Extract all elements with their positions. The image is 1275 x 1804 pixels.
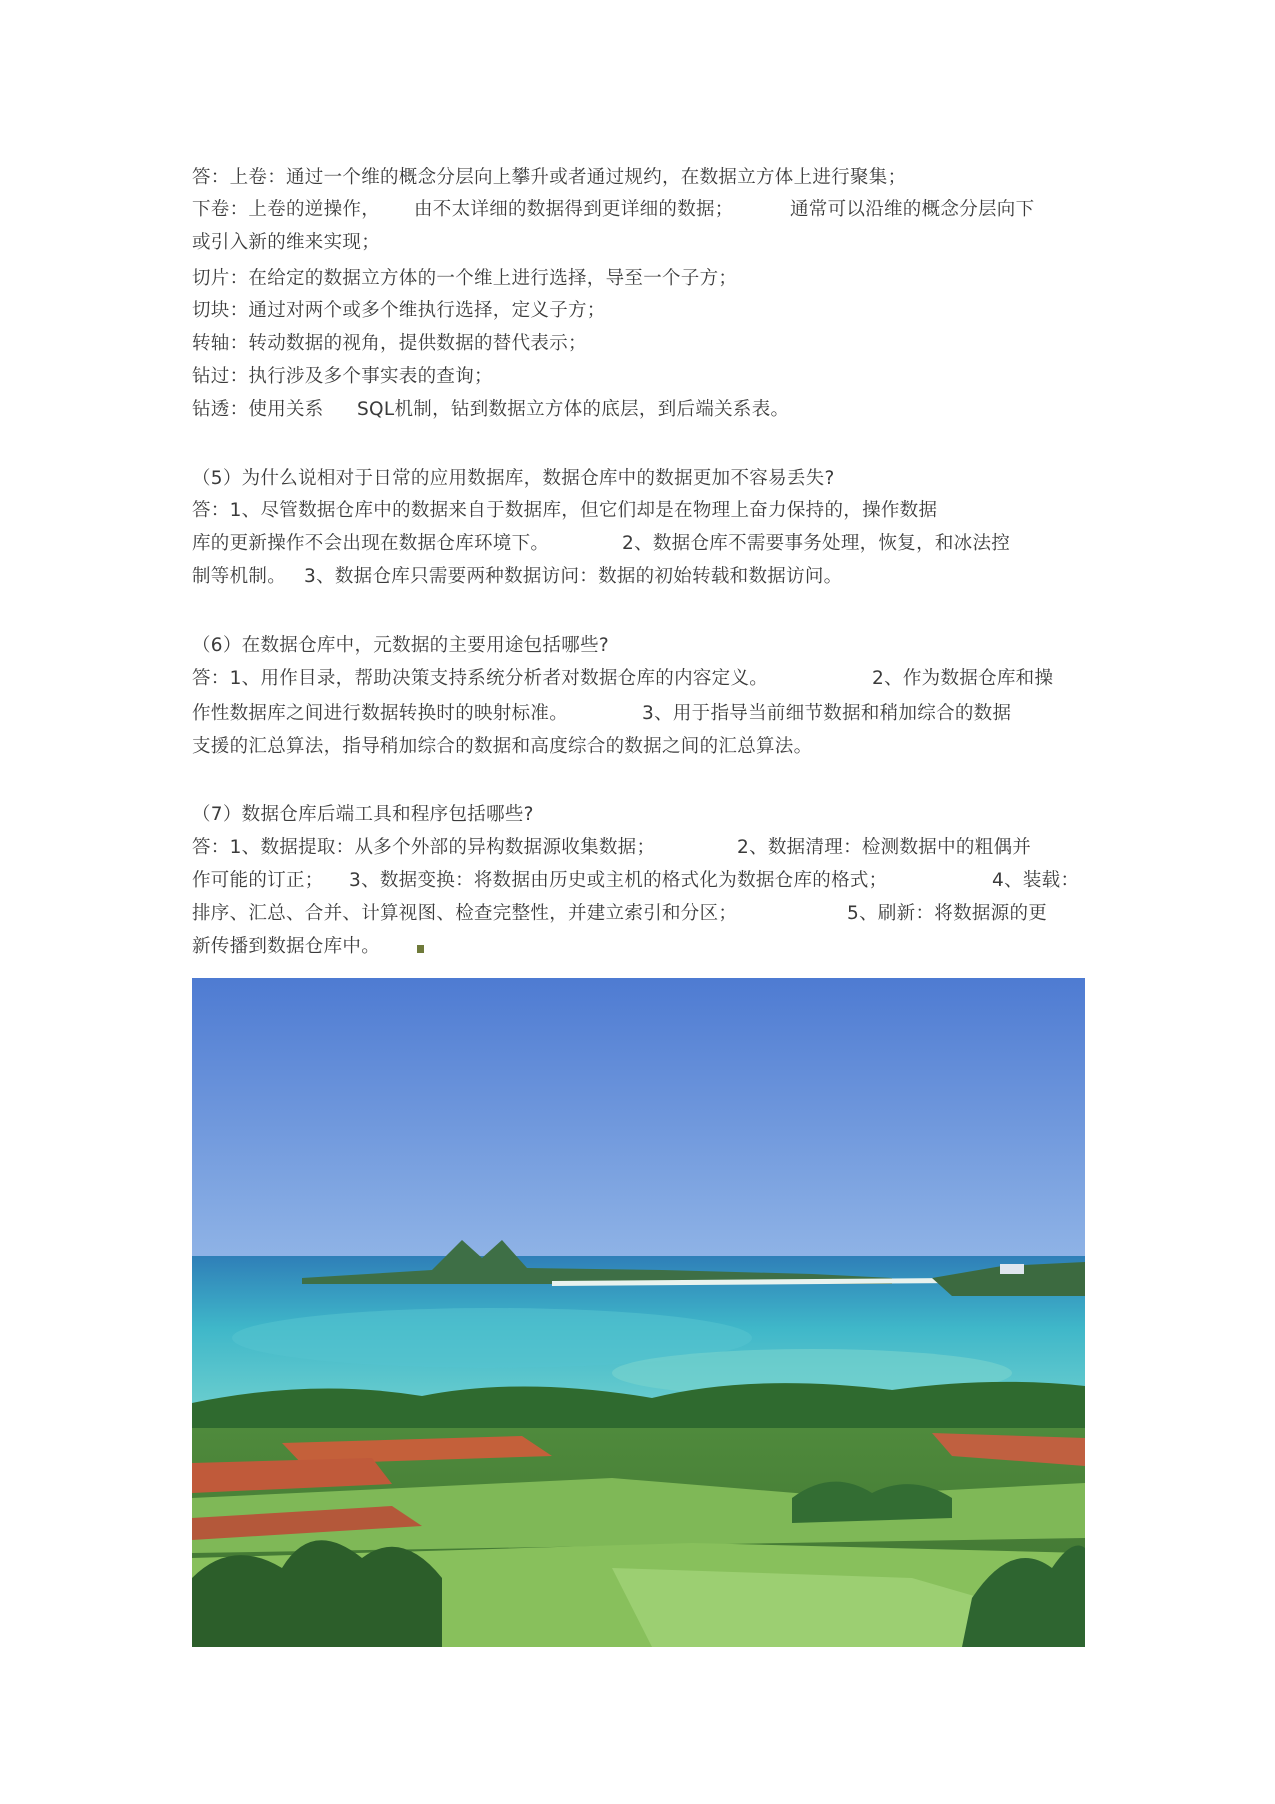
text-segment: 5、刷新：将数据源的更	[847, 903, 1048, 924]
text-line: 答：1、尽管数据仓库中的数据来自于数据库，但它们却是在物理上奋力保持的，操作数据	[192, 500, 938, 521]
text-line: 转轴：转动数据的视角，提供数据的替代表示；	[192, 333, 587, 354]
text-line	[192, 836, 1092, 860]
text-segment: 4、装载：	[992, 870, 1080, 891]
question-heading: （5）为什么说相对于日常的应用数据库，数据仓库中的数据更加不容易丢失?	[192, 468, 835, 489]
text-segment: 2、数据仓库不需要事务处理，恢复，和冰法控	[622, 533, 1011, 554]
text-segment: 2、作为数据仓库和操	[872, 668, 1054, 689]
text-line: 切块：通过对两个或多个维执行选择，定义子方；	[192, 300, 606, 321]
text-line: 切片：在给定的数据立方体的一个维上进行选择，导至一个子方；	[192, 268, 738, 289]
text-line: 新传播到数据仓库中。	[192, 936, 381, 957]
text-segment: SQL机制，钻到数据立方体的底层，到后端关系表。	[357, 399, 790, 420]
text-line: 支援的汇总算法，指导稍加综合的数据和高度综合的数据之间的汇总算法。	[192, 736, 813, 757]
text-segment: 排序、汇总、合并、计算视图、检查完整性，并建立索引和分区；	[192, 903, 738, 924]
text-line	[192, 198, 1092, 222]
text-segment: 2、数据清理：检测数据中的粗偶并	[737, 837, 1032, 858]
text-line: 答：上卷：通过一个维的概念分层向上攀升或者通过规约，在数据立方体上进行聚集；	[192, 167, 907, 188]
text-segment: 3、数据仓库只需要两种数据访问：数据的初始转载和数据访问。	[304, 566, 843, 587]
text-line: 钻过：执行涉及多个事实表的查询；	[192, 366, 493, 387]
text-line	[192, 869, 1092, 893]
text-line	[192, 565, 1092, 589]
text-segment: 3、用于指导当前细节数据和稍加综合的数据	[642, 703, 1012, 724]
text-line: 或引入新的维来实现；	[192, 232, 381, 253]
text-segment: 通常可以沿维的概念分层向下	[790, 199, 1035, 220]
text-line	[192, 702, 1092, 726]
text-segment: 作可能的订正；	[192, 870, 324, 891]
text-segment: 答：1、数据提取：从多个外部的异构数据源收集数据；	[192, 837, 656, 858]
text-line	[192, 532, 1092, 556]
text-segment: 下卷：上卷的逆操作，	[192, 199, 381, 220]
landscape-photo	[192, 978, 1085, 1647]
question-heading: （7）数据仓库后端工具和程序包括哪些?	[192, 804, 534, 825]
text-line	[192, 398, 892, 422]
text-segment: 3、数据变换：将数据由历史或主机的格式化为数据仓库的格式；	[349, 870, 888, 891]
text-segment: 制等机制。	[192, 566, 287, 587]
question-heading: （6）在数据仓库中，元数据的主要用途包括哪些?	[192, 635, 609, 656]
text-segment: 钻透：使用关系	[192, 399, 324, 420]
text-segment: 库的更新操作不会出现在数据仓库环境下。	[192, 533, 550, 554]
text-segment: 由不太详细的数据得到更详细的数据；	[414, 199, 734, 220]
text-line	[192, 902, 1092, 926]
text-segment: 答：1、用作目录，帮助决策支持系统分析者对数据仓库的内容定义。	[192, 668, 769, 689]
small-mark	[417, 945, 424, 953]
text-segment: 作性数据库之间进行数据转换时的映射标准。	[192, 703, 569, 724]
text-line	[192, 667, 1092, 691]
